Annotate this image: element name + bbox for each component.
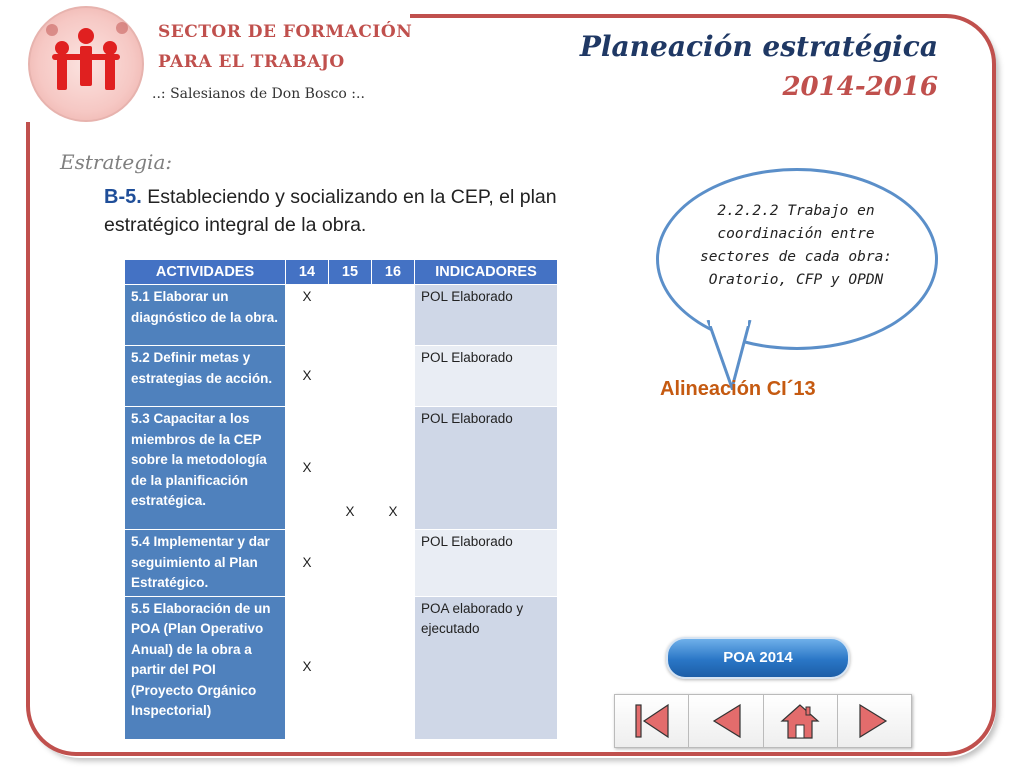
indicator-cell: POL Elaborado [415,530,558,597]
org-name-line1: SECTOR DE FORMACIÓN [158,22,413,42]
next-slide-icon [852,701,896,741]
page-title: Planeación estratégica [579,30,938,63]
logo-figures-icon [30,8,142,120]
previous-slide-button[interactable] [689,695,763,747]
header-year-16: 16 [372,260,415,285]
header-activities: ACTIVIDADES [125,260,286,285]
indicator-cell: POL Elaborado [415,346,558,407]
strategy-statement [104,183,644,239]
year-14-cell: X [286,530,329,597]
year-14-cell: X [286,596,329,739]
logo [28,6,144,122]
next-slide-button[interactable] [838,695,911,747]
slide-navigation [614,694,912,748]
org-subtitle: ..: Salesianos de Don Bosco :.. [152,86,365,102]
activity-cell: 5.1 Elaborar un diagnóstico de la obra. [125,285,286,346]
activity-cell: 5.3 Capacitar a los miembros de la CEP sobre la metodología de la planificación estratégica. [125,407,286,530]
home-icon [778,701,822,741]
indicator-cell: POA elaborado y ejecutado [415,596,558,739]
speech-bubble-text: 2.2.2.2 Trabajo en coordinación entre sectores de cada obra: Oratorio, CFP y OPDN [699,203,893,288]
page-years: 2014-2016 [782,72,938,102]
indicator-cell: POL Elaborado [415,285,558,346]
year-15-cell: X [329,285,372,740]
header-year-15: 15 [329,260,372,285]
first-slide-icon [630,701,674,741]
activity-cell: 5.4 Implementar y dar seguimiento al Plan Estratégico. [125,530,286,597]
table-row [125,285,558,346]
home-button[interactable] [764,695,838,747]
header-indicators: INDICADORES [415,260,558,285]
indicator-cell: POL Elaborado [415,407,558,530]
year-14-cell: X [286,407,329,530]
header-year-14: 14 [286,260,329,285]
previous-slide-icon [704,701,748,741]
year-14-cell: X [286,346,329,407]
activity-cell: 5.2 Definir metas y estrategias de acción. [125,346,286,407]
poa-2014-button[interactable]: POA 2014 [666,637,850,679]
year-16-cell: X [372,285,415,740]
strategy-code: B-5. [104,186,142,208]
year-14-cell: X [286,285,329,346]
activity-cell: 5.5 Elaboración de un POA (Plan Operativo Anual) de la obra a partir del POI (Proyecto Orgánico Inspectorial) [125,596,286,739]
first-slide-button[interactable] [615,695,689,747]
alignment-label: Alineación CI´13 [660,378,816,400]
org-name-line2: PARA EL TRABAJO [158,52,345,72]
table-header-row [125,260,558,285]
strategy-text: Estableciendo y socializando en la CEP, el plan estratégico integral de la obra. [104,186,557,236]
activities-table [124,259,558,740]
strategy-label: Estrategia: [60,150,173,174]
